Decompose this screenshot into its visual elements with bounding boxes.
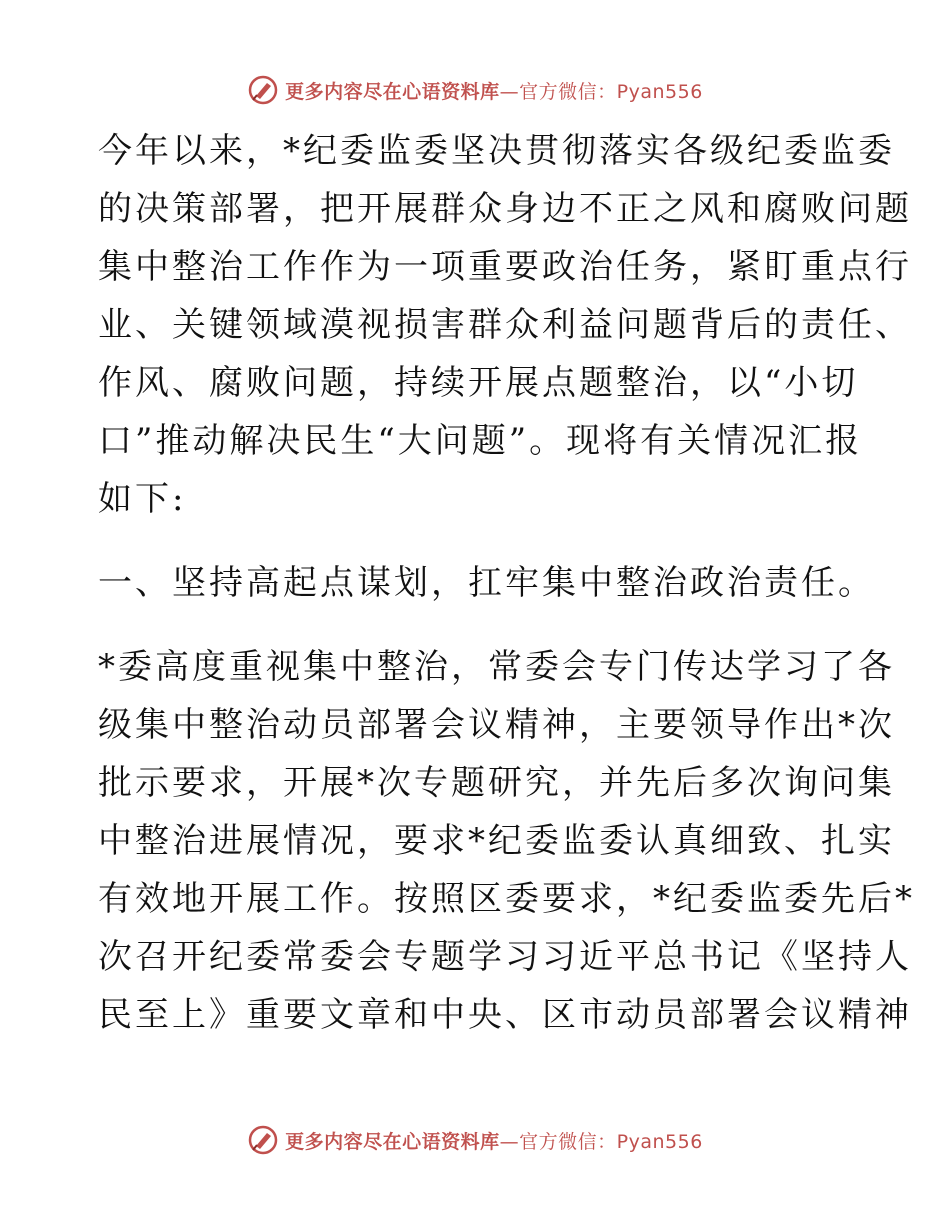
logo-icon bbox=[247, 74, 279, 106]
text-line: 口”推动解决民生“大问题”。现将有关情况汇报 bbox=[98, 421, 863, 461]
footer-banner bbox=[0, 1120, 950, 1160]
document-body bbox=[98, 122, 915, 1044]
paragraph-2 bbox=[98, 638, 915, 1044]
text-line: 次召开纪委常委会专题学习习近平总书记《坚持人 bbox=[98, 937, 912, 977]
text-line: 的决策部署，把开展群众身边不正之风和腐败问题 bbox=[98, 189, 912, 229]
logo-icon bbox=[247, 1124, 279, 1156]
text-line: 批示要求，开展*次专题研究，并先后多次询问集 bbox=[98, 763, 895, 803]
text-line: 作风、腐败问题，持续开展点题整治，以“小切 bbox=[98, 363, 859, 403]
text-line: 民至上》重要文章和中央、区市动员部署会议精神 bbox=[98, 995, 912, 1035]
banner-text: 更多内容尽在心语资料库—官方微信：Pyan556 bbox=[285, 80, 703, 103]
text-line: 今年以来，*纪委监委坚决贯彻落实各级纪委监委 bbox=[98, 131, 895, 171]
text-line: 业、关键领域漠视损害群众利益问题背后的责任、 bbox=[98, 305, 912, 345]
text-line: 如下: bbox=[98, 479, 187, 519]
text-line: 级集中整治动员部署会议精神，主要领导作出*次 bbox=[98, 705, 895, 745]
paragraph-1 bbox=[98, 122, 912, 528]
section-heading-1: 一、坚持高起点谋划，扛牢集中整治政治责任。 bbox=[98, 563, 875, 603]
banner-text: 更多内容尽在心语资料库—官方微信：Pyan556 bbox=[285, 1130, 703, 1153]
header-banner bbox=[0, 70, 950, 110]
text-line: *委高度重视集中整治，常委会专门传达学习了各 bbox=[98, 647, 895, 687]
text-line: 有效地开展工作。按照区委要求，*纪委监委先后* bbox=[98, 879, 915, 919]
text-line: 中整治进展情况，要求*纪委监委认真细致、扎实 bbox=[98, 821, 895, 861]
text-line: 集中整治工作作为一项重要政治任务，紧盯重点行 bbox=[98, 247, 912, 287]
